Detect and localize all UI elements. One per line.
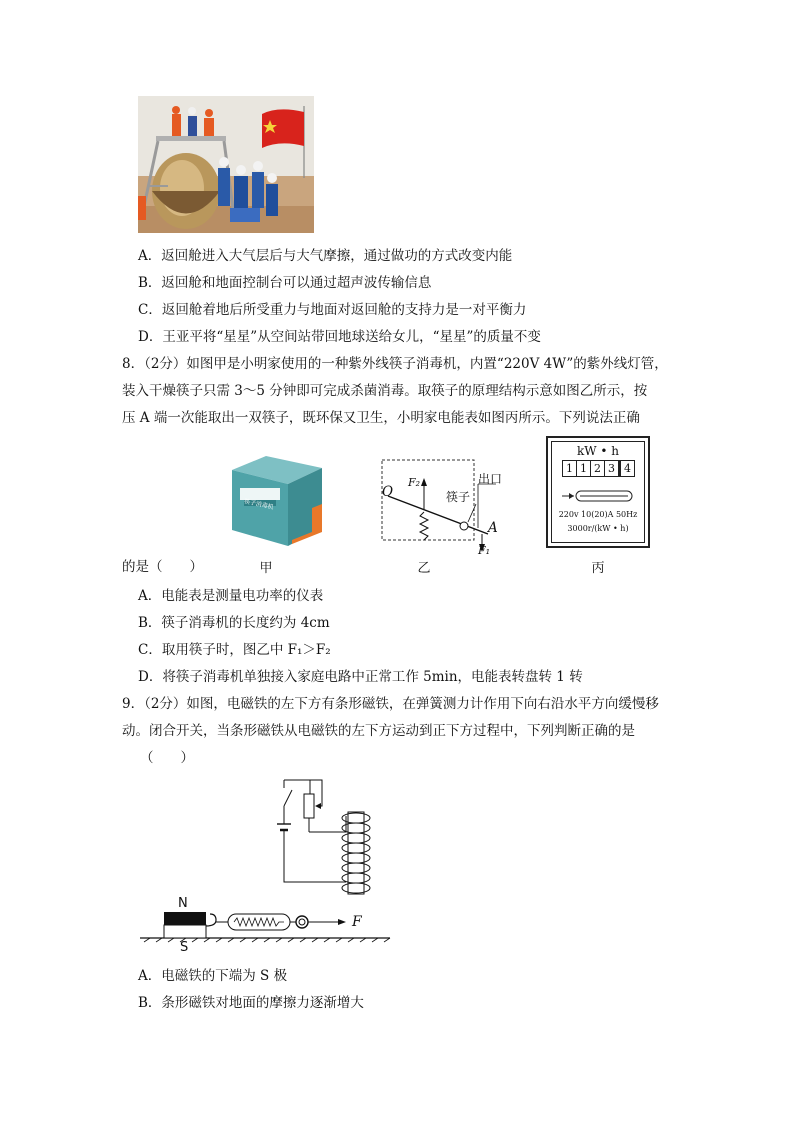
lever-label-outlet: 出口	[478, 472, 503, 486]
meter-rate: 3000r/(kW • h)	[567, 524, 629, 533]
q8-stem-line-4: 的是（ ）	[122, 559, 203, 575]
energy-meter	[546, 436, 650, 548]
meter-spec: 220v 10(20)A 50Hz	[558, 510, 638, 519]
meter-digit: 1	[562, 460, 577, 477]
chopstick-sterilizer-figure	[226, 452, 326, 550]
lever-label-chopsticks: 筷子	[446, 490, 471, 504]
q8-option-a: A．电能表是测量电功率的仪表	[138, 588, 324, 604]
meter-digit: 3	[605, 460, 619, 477]
meter-unit: kW • h	[576, 444, 620, 458]
magnet-label-n: N	[178, 896, 188, 911]
caption-jia: 甲	[259, 561, 273, 576]
caption-yi: 乙	[417, 561, 431, 576]
device-label: 筷子消毒机	[243, 497, 275, 512]
lever-label-f2: F₂	[408, 476, 421, 489]
lever-label-a: A	[488, 520, 498, 536]
q9-stem-line-2: 动。闭合开关，当条形磁铁从电磁铁的左下方运动到正下方过程中，下列判断正确的是	[122, 723, 635, 739]
meter-digit-decimal: 4	[619, 460, 635, 477]
return-capsule-photo	[138, 96, 314, 233]
q9-option-a: A．电磁铁的下端为 S 极	[138, 968, 288, 984]
lever-diagram	[378, 456, 508, 562]
meter-digits	[562, 460, 635, 477]
q7-option-a: A．返回舱进入大气层后与大气摩擦，通过做功的方式改变内能	[138, 248, 513, 264]
meter-disc-window	[562, 488, 638, 504]
lever-label-o: O	[382, 484, 394, 500]
q9-stem-line-1: 9．（2分）如图，电磁铁的左下方有条形磁铁，在弹簧测力计作用下向右沿水平方向缓慢移	[122, 696, 659, 712]
q8-stem-line-1: 8．（2分）如图甲是小明家使用的一种紫外线筷子消毒机，内置“220V 4W”的紫外线灯管，	[122, 356, 668, 372]
q8-option-d: D．将筷子消毒机单独接入家庭电路中正常工作 5min，电能表转盘转 1 转	[138, 669, 583, 685]
q9-stem-line-3: （ ）	[140, 750, 194, 766]
magnet-label-s: S	[180, 940, 189, 955]
q8-option-b: B．筷子消毒机的长度约为 4cm	[138, 615, 330, 631]
lever-label-f1: F₁	[478, 544, 491, 557]
q7-option-d: D．王亚平将“星星”从空间站带回地球送给女儿，“星星”的质量不变	[138, 329, 541, 345]
q8-stem-line-3: 压 A 端一次能取出一双筷子，既环保又卫生，小明家电能表如图丙所示。下列说法正确	[122, 410, 640, 426]
meter-digit: 1	[577, 460, 591, 477]
force-label-f: F	[352, 914, 362, 930]
q9-option-b: B．条形磁铁对地面的摩擦力逐渐增大	[138, 995, 364, 1011]
q8-option-c: C．取用筷子时，图乙中 F₁＞F₂	[138, 642, 331, 658]
q7-option-c: C．返回舱着地后所受重力与地面对返回舱的支持力是一对平衡力	[138, 302, 527, 318]
q8-stem-line-2: 装入干燥筷子只需 3～5 分钟即可完成杀菌消毒。取筷子的原理结构示意如图乙所示，按	[122, 383, 648, 399]
q7-option-b: B．返回舱和地面控制台可以通过超声波传输信息	[138, 275, 432, 291]
caption-bing: 丙	[591, 561, 605, 576]
electromagnet-figure	[140, 776, 400, 956]
meter-digit: 2	[591, 460, 605, 477]
